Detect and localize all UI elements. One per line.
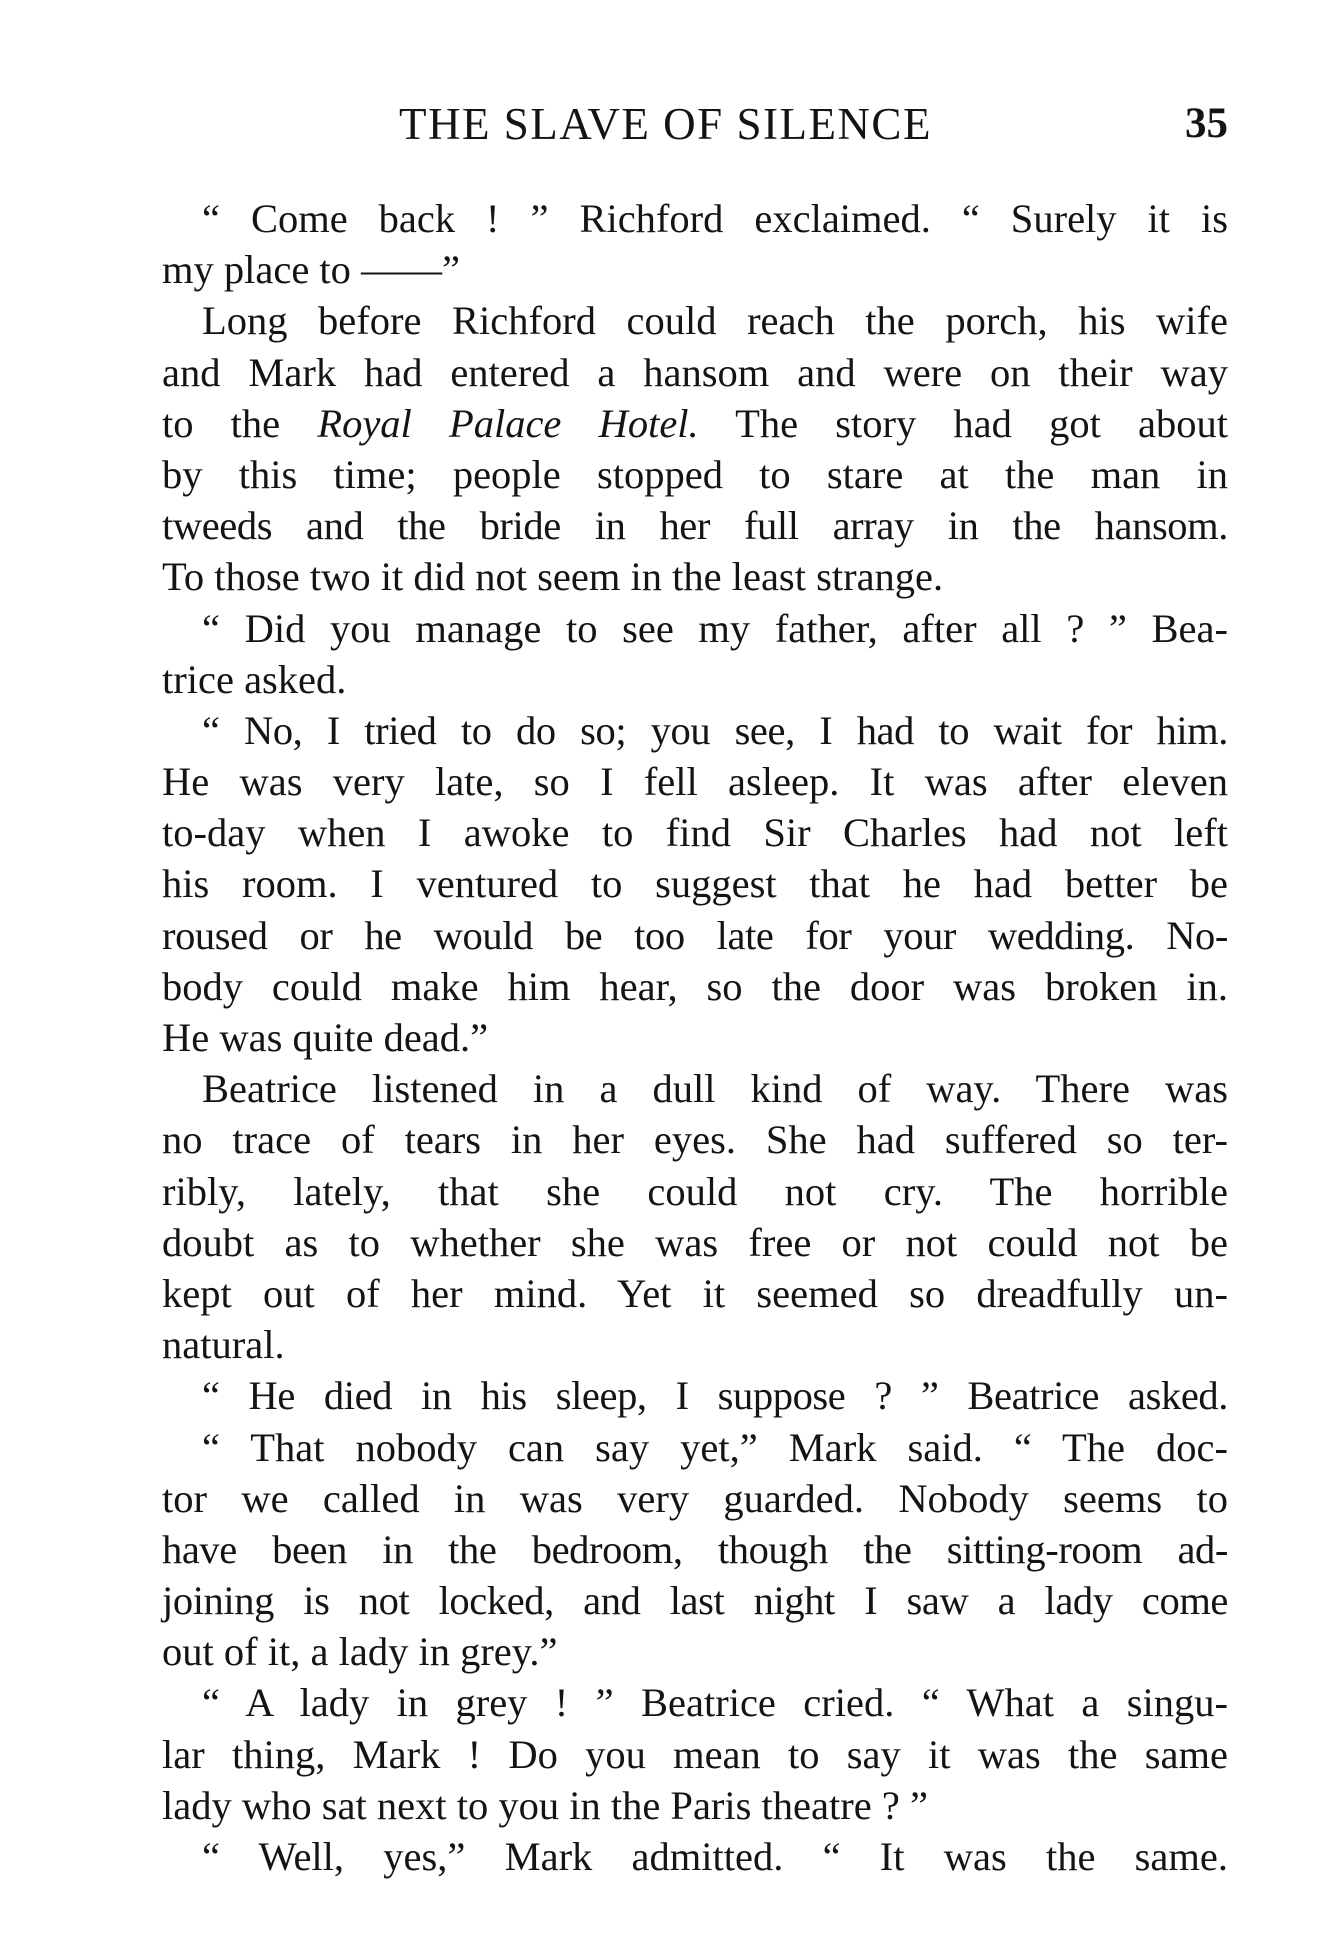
text-run: The story had got about: [698, 400, 1228, 446]
text-line: He was quite dead.”: [162, 1015, 489, 1060]
text-line: no trace of tears in her eyes. She had suffered so ter-: [162, 1117, 1228, 1163]
body-text: [162, 193, 1228, 1882]
hotel-name-italic: Royal Palace Hotel.: [317, 400, 699, 446]
text-line: his room. I ventured to suggest that he had better be: [162, 861, 1228, 907]
text-line: by this time; people stopped to stare at the man in: [162, 451, 1228, 497]
text-line: to-day when I awoke to find Sir Charles had not left: [162, 810, 1228, 856]
text-line: doubt as to whether she was free or not could not be: [162, 1219, 1228, 1265]
text-line: Beatrice listened in a dull kind of way. There was: [202, 1066, 1228, 1112]
text-line: “ Well, yes,” Mark admitted. “ It was the same.: [202, 1834, 1228, 1879]
text-line: and Mark had entered a hansom and were on their way: [162, 349, 1228, 395]
text-line: kept out of her mind. Yet it seemed so dreadfully un-: [162, 1270, 1228, 1316]
text-line: body could make him hear, so the door was broken in.: [162, 963, 1228, 1009]
text-line: tor we called in was very guarded. Nobody seems to: [162, 1475, 1228, 1521]
text-line: Long before Richford could reach the porch, his wife: [202, 298, 1228, 344]
text-line: To those two it did not seem in the least strange.: [162, 554, 944, 600]
text-line: trice asked.: [162, 656, 347, 702]
text-line: lady who sat next to you in the Paris theatre ? ”: [162, 1782, 928, 1828]
text-line: joining is not locked, and last night I saw a lady come: [162, 1578, 1228, 1624]
page-header: [162, 100, 1228, 148]
text-line: tweeds and the bride in her full array in the hansom.: [162, 503, 1228, 549]
text-line: have been in the bedroom, though the sitting-room ad-: [162, 1526, 1228, 1572]
page-number: 35: [1185, 100, 1228, 147]
text-line: roused or he would be too late for your wedding. No-: [162, 912, 1228, 958]
text-line: “ That nobody can say yet,” Mark said. “ The doc-: [202, 1424, 1228, 1470]
text-line: ribly, lately, that she could not cry. The horrible: [162, 1168, 1228, 1214]
text-line-with-italic: [162, 398, 1228, 449]
text-line: lar thing, Mark ! Do you mean to say it was the same: [162, 1731, 1228, 1777]
text-line: “ He died in his sleep, I suppose ? ” Beatrice asked.: [202, 1373, 1228, 1419]
text-line: “ No, I tried to do so; you see, I had to wait for him.: [202, 707, 1228, 753]
text-line: out of it, a lady in grey.”: [162, 1629, 558, 1675]
text-line: natural.: [162, 1322, 285, 1368]
text-line: “ Come back ! ” Richford exclaimed. “ Surely it is: [202, 196, 1228, 241]
running-title: THE SLAVE OF SILENCE: [399, 99, 932, 149]
text-run: to the: [162, 400, 318, 446]
text-line: “ Did you manage to see my father, after all ? ” Bea-: [202, 605, 1228, 651]
text-line: my place to ——”: [162, 247, 461, 293]
text-line: He was very late, so I fell asleep. It was after eleven: [162, 759, 1228, 805]
text-line: “ A lady in grey ! ” Beatrice cried. “ What a singu-: [202, 1680, 1228, 1726]
